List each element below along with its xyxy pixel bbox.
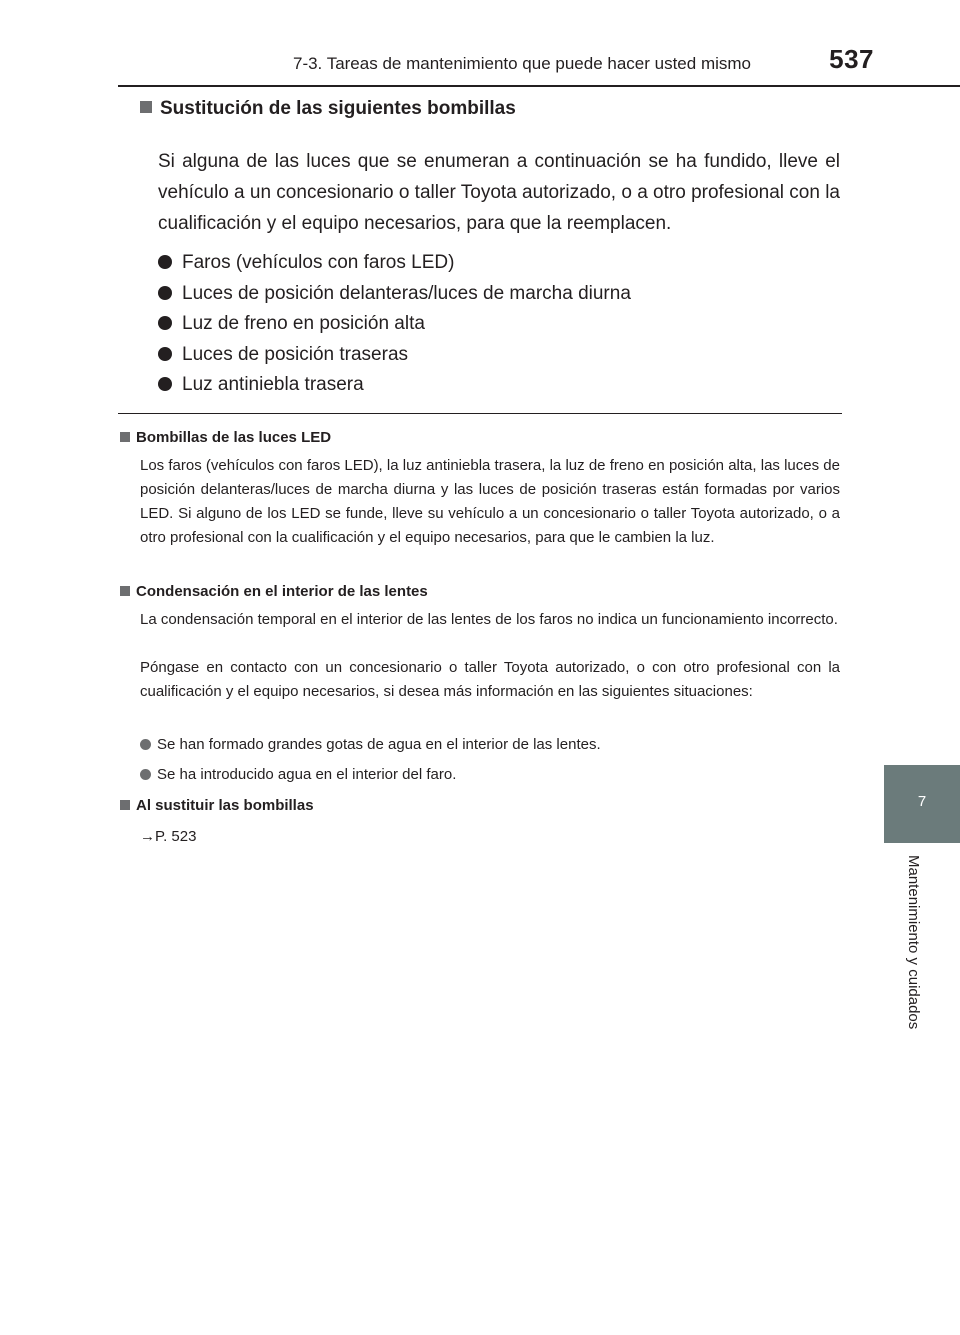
bulb-list	[158, 248, 631, 401]
list-item: Luces de posición traseras	[158, 340, 631, 371]
list-item: Faros (vehículos con faros LED)	[158, 248, 631, 279]
condensation-paragraph-1: La condensación temporal en el interior de las lentes de los faros no indica un funcionamiento incorrecto.	[140, 611, 838, 628]
page-header	[0, 0, 960, 86]
bullet-dot-icon	[158, 347, 172, 361]
chapter-label: Mantenimiento y cuidados	[905, 855, 922, 1030]
square-bullet-icon	[120, 800, 130, 810]
replacing-heading: Al sustituir las bombillas	[120, 797, 314, 814]
list-item: Luces de posición delanteras/luces de marcha diurna	[158, 279, 631, 310]
bullet-dot-icon	[158, 286, 172, 300]
page-number: 537	[829, 44, 874, 74]
condensation-heading: Condensación en el interior de las lentes	[120, 583, 428, 600]
main-paragraph: Si alguna de las luces que se enumeran a continuación se ha fundido, lleve el vehículo a un concesionario o taller Toyota autorizado, o a otro profesional con la cualificación y el equipo necesarios, para que la reemplacen.	[158, 151, 840, 234]
list-item: Luz de freno en posición alta	[158, 309, 631, 340]
bullet-dot-icon	[158, 377, 172, 391]
square-bullet-icon	[140, 101, 152, 113]
list-item: Se ha introducido agua en el interior del faro.	[140, 766, 456, 783]
section-title: 7-3. Tareas de mantenimiento que puede hacer usted mismo	[292, 54, 751, 73]
bullet-dot-icon	[158, 316, 172, 330]
led-heading: Bombillas de las luces LED	[120, 429, 331, 446]
condensation-paragraph-2: Póngase en contacto con un concesionario o taller Toyota autorizado, o con otro profesional con la cualificación y el equipo necesarios, si desea más información en las siguientes situaciones:	[140, 659, 840, 700]
section-divider	[118, 413, 842, 414]
chapter-tab	[884, 765, 960, 843]
chapter-label-background	[884, 843, 960, 1075]
square-bullet-icon	[120, 586, 130, 596]
bullet-dot-icon	[140, 769, 151, 780]
bullet-dot-icon	[158, 255, 172, 269]
led-paragraph: Los faros (vehículos con faros LED), la luz antiniebla trasera, la luz de freno en posición alta, las luces de posición delanteras/luces de marcha diurna y las luces de posición traseras están formadas por varios LED. Si alguno de los LED se funde, lleve su vehículo a un concesionario o taller Toyota autorizado, o a otro profesional con la cualificación y el equipo necesarios, para que le cambien la luz.	[140, 457, 840, 546]
header-rule	[118, 85, 960, 87]
list-item: Luz antiniebla trasera	[158, 370, 631, 401]
main-heading-text: Sustitución de las siguientes bombillas	[160, 98, 516, 119]
main-heading	[140, 98, 516, 120]
page-reference-link[interactable]: →P. 523	[140, 828, 197, 845]
square-bullet-icon	[120, 432, 130, 442]
chapter-number: 7	[917, 793, 927, 810]
list-item: Se han formado grandes gotas de agua en el interior de las lentes.	[140, 736, 601, 753]
bullet-dot-icon	[140, 739, 151, 750]
